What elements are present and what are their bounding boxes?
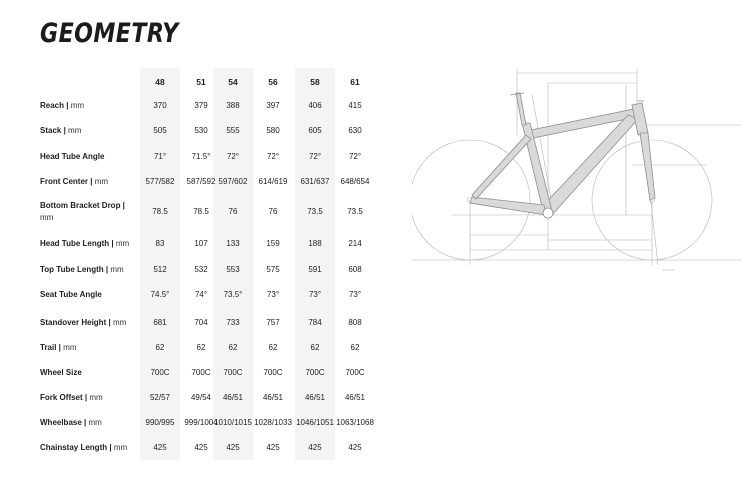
table-cell: 999/1004 — [184, 418, 218, 427]
table-cell: 425 — [194, 443, 208, 452]
row-label-text: Trail | — [40, 343, 61, 352]
bike-geometry-diagram — [412, 65, 742, 275]
table-cell: 62 — [155, 343, 165, 352]
table-cell: 700C — [191, 368, 211, 377]
row-label — [40, 367, 140, 379]
table-cell: 388 — [226, 101, 240, 110]
row-label-text: Bottom Bracket Drop | — [40, 201, 125, 210]
row-unit: mm — [110, 265, 124, 274]
table-cell: 587/592 — [186, 177, 216, 186]
table-cell: 553 — [226, 265, 240, 274]
table-cell: 62 — [268, 343, 278, 352]
table-cell: 214 — [348, 239, 362, 248]
table-cell: 555 — [226, 126, 240, 135]
table-cell: 425 — [266, 443, 280, 452]
table-cell: 532 — [194, 265, 208, 274]
size-header: 54 — [228, 77, 238, 87]
table-cell: 71.5° — [191, 152, 211, 161]
table-cell: 784 — [308, 318, 322, 327]
table-cell: 425 — [153, 443, 167, 452]
table-cell: 700C — [150, 368, 170, 377]
table-cell: 74.5° — [150, 290, 170, 299]
table-cell: 73.5° — [223, 290, 243, 299]
table-cell: 370 — [153, 101, 167, 110]
table-cell: 530 — [194, 126, 208, 135]
table-cell: 73.5 — [347, 207, 363, 216]
table-cell: 46/51 — [222, 393, 244, 402]
row-label-text: Reach | — [40, 101, 69, 110]
table-cell: 425 — [348, 443, 362, 452]
row-label — [40, 200, 135, 224]
row-label — [40, 100, 140, 112]
table-cell: 62 — [350, 343, 360, 352]
row-unit: mm — [70, 101, 85, 110]
row-label-text: Stack | — [40, 126, 66, 135]
table-cell: 74° — [194, 290, 208, 299]
row-label — [40, 392, 140, 404]
table-cell: 580 — [266, 126, 280, 135]
row-label-text: Standover Height | — [40, 318, 111, 327]
table-cell: 704 — [194, 318, 208, 327]
row-label-text: Seat Tube Angle — [40, 290, 102, 299]
row-label-text: Wheelbase | — [40, 418, 87, 427]
row-label — [40, 176, 140, 188]
table-cell: 397 — [266, 101, 280, 110]
row-label — [40, 125, 140, 137]
table-cell: 76 — [228, 207, 238, 216]
row-label-text: Fork Offset | — [40, 393, 88, 402]
row-label — [40, 289, 140, 301]
row-label — [40, 342, 140, 354]
table-cell: 73° — [308, 290, 322, 299]
row-label — [40, 238, 140, 250]
table-cell: 83 — [155, 239, 165, 248]
row-unit: mm — [40, 213, 54, 222]
table-cell: 614/619 — [258, 177, 288, 186]
row-label-text: Chainstay Length | — [40, 443, 112, 452]
table-cell: 72° — [308, 152, 322, 161]
size-header: 58 — [310, 77, 320, 87]
row-label — [40, 317, 140, 329]
table-cell: 733 — [226, 318, 240, 327]
table-cell: 1046/1051 — [296, 418, 334, 427]
table-cell: 62 — [228, 343, 238, 352]
table-cell: 505 — [153, 126, 167, 135]
page-title: GEOMETRY — [40, 18, 179, 49]
table-cell: 188 — [308, 239, 322, 248]
row-label-text: Wheel Size — [40, 368, 82, 377]
table-cell: 681 — [153, 318, 167, 327]
table-cell: 46/51 — [262, 393, 284, 402]
table-cell: 700C — [305, 368, 325, 377]
table-cell: 605 — [308, 126, 322, 135]
table-cell: 1063/1068 — [336, 418, 374, 427]
table-cell: 631/637 — [300, 177, 330, 186]
table-cell: 62 — [196, 343, 206, 352]
table-cell: 630 — [348, 126, 362, 135]
table-cell: 597/602 — [218, 177, 248, 186]
table-cell: 700C — [263, 368, 283, 377]
size-header: 51 — [196, 77, 206, 87]
table-cell: 808 — [348, 318, 362, 327]
row-unit: mm — [89, 393, 103, 402]
table-cell: 425 — [226, 443, 240, 452]
row-unit: mm — [88, 418, 102, 427]
table-cell: 648/654 — [340, 177, 370, 186]
table-cell: 71° — [153, 152, 167, 161]
table-cell: 990/995 — [145, 418, 175, 427]
table-cell: 757 — [266, 318, 280, 327]
table-cell: 700C — [345, 368, 365, 377]
table-cell: 512 — [153, 265, 167, 274]
row-unit: mm — [94, 177, 109, 186]
table-cell: 72° — [266, 152, 280, 161]
bottom-bracket — [543, 208, 553, 218]
row-unit: mm — [113, 443, 128, 452]
table-cell: 133 — [226, 239, 240, 248]
table-cell: 73° — [348, 290, 362, 299]
size-header: 48 — [155, 77, 165, 87]
table-cell: 415 — [348, 101, 362, 110]
table-cell: 425 — [308, 443, 322, 452]
table-cell: 107 — [194, 239, 208, 248]
table-cell: 72° — [348, 152, 362, 161]
table-cell: 700C — [223, 368, 243, 377]
table-cell: 608 — [348, 265, 362, 274]
table-cell: 73.5 — [307, 207, 323, 216]
table-cell: 78.5 — [193, 207, 209, 216]
row-unit: mm — [68, 126, 82, 135]
row-unit: mm — [112, 318, 127, 327]
row-label-text: Head Tube Angle — [40, 152, 105, 161]
table-cell: 76 — [268, 207, 278, 216]
row-label — [40, 417, 140, 429]
row-label-text: Top Tube Length | — [40, 265, 109, 274]
size-header: 56 — [268, 77, 278, 87]
table-cell: 78.5 — [152, 207, 168, 216]
table-cell: 575 — [266, 265, 280, 274]
row-label — [40, 442, 140, 454]
table-cell: 73° — [266, 290, 280, 299]
table-cell: 591 — [308, 265, 322, 274]
row-unit: mm — [63, 343, 77, 352]
table-cell: 72° — [226, 152, 240, 161]
table-cell: 406 — [308, 101, 322, 110]
row-unit: mm — [115, 239, 130, 248]
table-cell: 159 — [266, 239, 280, 248]
table-cell: 52/57 — [149, 393, 171, 402]
row-label — [40, 264, 140, 276]
table-cell: 1010/1015 — [214, 418, 252, 427]
table-cell: 62 — [310, 343, 320, 352]
table-cell: 1028/1033 — [254, 418, 292, 427]
table-cell: 46/51 — [304, 393, 326, 402]
table-cell: 49/54 — [190, 393, 212, 402]
size-header: 61 — [350, 77, 360, 87]
table-cell: 379 — [194, 101, 208, 110]
bike-frame — [470, 93, 655, 215]
table-cell: 577/582 — [145, 177, 175, 186]
row-label-text: Front Center | — [40, 177, 93, 186]
row-label-text: Head Tube Length | — [40, 239, 114, 248]
table-cell: 46/51 — [344, 393, 366, 402]
row-label — [40, 151, 140, 163]
